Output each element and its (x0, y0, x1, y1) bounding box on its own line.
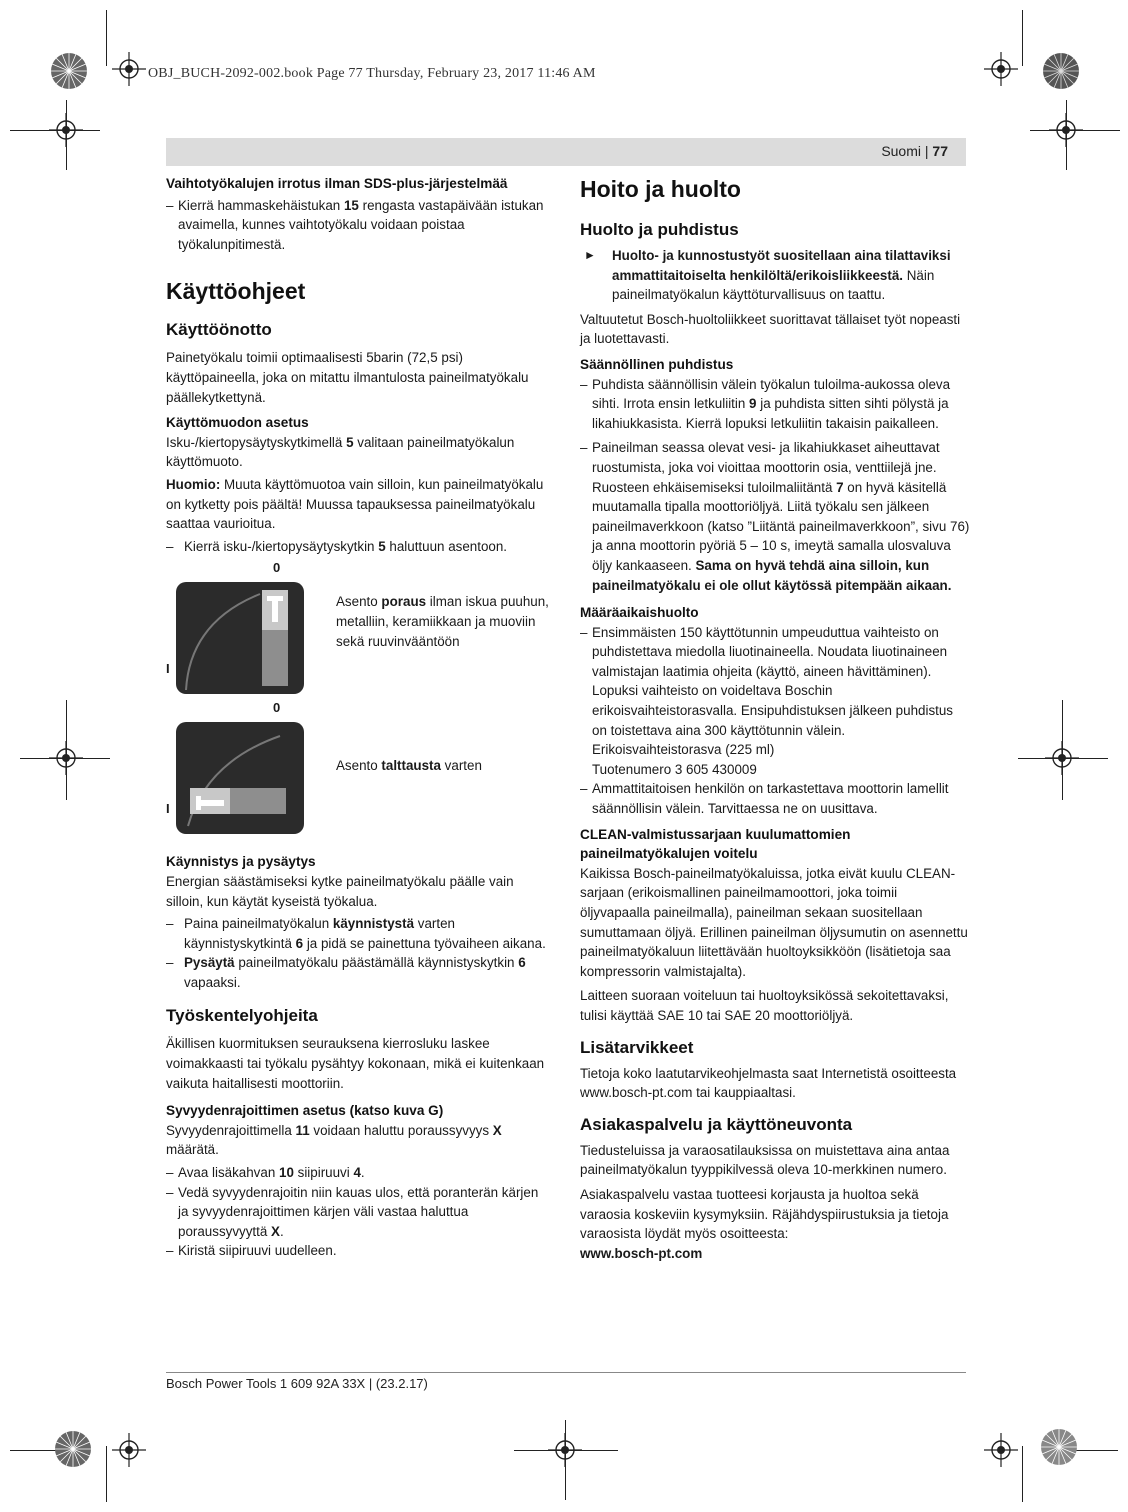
list-item: – Puhdista säännöllisin välein työkalun tuloilma-aukossa oleva sihti. Irrota ensin letkuliitin 9 ja puhdista sitten sihti pölystä ja likahiukkasista. Kierrä lopuksi letkuliitin takaisin paikalleen. (580, 375, 970, 434)
list-item: – Kiristä siipiruuvi uudelleen. (166, 1241, 552, 1261)
paragraph: Energian säästämiseksi kytke paineilmatyökalu päälle vain silloin, kun käytät kyseistä työkalua. (166, 873, 514, 909)
crop-line (1022, 10, 1023, 66)
figure-caption: Asento poraus ilman iskua puuhun, metalliin, keramiikkaan ja muoviin sekä ruuvinvääntöön (336, 594, 549, 649)
list-item: – Kierrä hammaskehäistukan 15 rengasta vastapäivään istukan avaimella, kunnes vaihtotyökalu voidaan poistaa työkalunpitimestä. (166, 196, 552, 255)
paragraph: Valtuutetut Bosch-huoltoliikkeet suorittavat tällaiset työt nopeasti ja luotettavasti. (580, 311, 961, 347)
right-column (580, 174, 970, 1263)
language-label: Suomi (881, 143, 921, 159)
position-label-i: I (166, 661, 170, 677)
list-item: – Paineilman seassa olevat vesi- ja likahiukkaset aiheuttavat ruostumista, joka voi vioittaa moottorin osia, venttiilejä jne. Ruosteen ehkäisemiseksi tuloilmaliitäntä 7 on hyvä käsitellä muutamalla tipalla moottoriöljyä. Liitä työkalu sen jälkeen paineilmaverkkoon (katso ”Liitäntä paineilmaverkkoon”, sivu 76) ja anna moottorin pyöriä 5 – 10 s, imeytä samalla ulosvaluva öljy kankaaseen. Sama on hyvä tehdä aina silloin, kun paineilmatyökalu ei ole ollut käytössä pitempään aikaan. (580, 438, 970, 595)
arrow-bullet-icon: ► (584, 248, 596, 262)
section-heading: Käyttöönotto (166, 320, 272, 340)
registration-star-icon (1042, 52, 1080, 90)
instruction-list (166, 914, 552, 992)
page-number: 77 (932, 143, 948, 159)
paragraph: Tietoja koko laatutarvikeohjelmasta saat Internetistä osoitteesta www.bosch-pt.com tai kauppiaaltasi. (580, 1065, 957, 1101)
paragraph: Kaikissa Bosch-paineilmatyökaluissa, jotka eivät kuulu CLEAN-sarjaan (erikoismallinen paineilmamoottori, joka toimii öljyvapaalla paineilmalla), paineilman sekaan suositellaan sumuttamaan öljyä. Erillinen paineilman öljysumutin on asennettu paineilmatyökaluun liitettävään huoltoyksikköön (lisätietoja saa kompressorin valmistajalta). (580, 865, 968, 979)
subsection-heading: Käynnistys ja pysäytys (166, 854, 316, 870)
section-heading: Huolto ja puhdistus (580, 220, 739, 239)
left-column (166, 174, 552, 1261)
position-label-i: I (166, 801, 170, 817)
crop-line (106, 10, 107, 66)
registration-star-icon (50, 52, 88, 90)
list-item: – Vedä syvyydenrajoitin niin kauas ulos, että poranterän kärjen ja syvyydenrajoittimen kärjen väli vastaa haluttua poraussyvyyttä X. (166, 1183, 552, 1242)
running-header (166, 138, 966, 166)
registration-star-icon (54, 1430, 92, 1468)
instruction-list (166, 537, 552, 557)
header-separator: | (924, 143, 933, 159)
list-item: – Pysäytä paineilmatyökalu päästämällä käynnistyskytkin 6 vapaaksi. (166, 953, 552, 992)
mode-figure-chiselling (166, 700, 552, 844)
crop-line (1022, 1446, 1023, 1502)
list-item: – Ensimmäisten 150 käyttötunnin umpeuduttua vaihteisto on puhdistettava miedolla liuotinaineella. Noudata liuotinaineen valmistajan laatimia ohjeita (käyttö, aineen hävittäminen). Lopuksi vaihteisto on voideltava Boschin erikoisvaihteistorasvalla. Ensipuhdistuksen jälkeen puhdistus on toistettava aina 300 käyttötunnin välein. Erikoisvaihteistorasva (225 ml) Tuotenumero 3 605 430009 (580, 623, 970, 780)
registration-crosshair-icon (984, 1433, 1018, 1467)
section-heading: Työskentelyohjeita (166, 1006, 318, 1026)
section-heading: Lisätarvikkeet (580, 1037, 694, 1057)
position-label-0: 0 (273, 700, 281, 716)
registration-star-icon (1040, 1428, 1078, 1466)
figure-caption: Asento talttausta varten (336, 758, 482, 774)
registration-crosshair-icon (49, 113, 83, 147)
paragraph: Syvyydenrajoittimella 11 voidaan haluttu poraussyvyys X määrätä. (166, 1122, 502, 1158)
registration-crosshair-icon (49, 741, 83, 775)
subsection-heading: Määräaikaishuolto (580, 605, 699, 621)
instruction-list (166, 1163, 552, 1261)
list-item: – Avaa lisäkahvan 10 siipiruuvi 4. (166, 1163, 552, 1183)
registration-crosshair-icon (1049, 113, 1083, 147)
registration-crosshair-icon (984, 52, 1018, 86)
chiselling-mode-switch-illustration (176, 722, 304, 834)
section-heading: Vaihtotyökalujen irrotus ilman SDS-plus-järjestelmää (166, 176, 508, 191)
paragraph: Asiakaspalvelu vastaa tuotteesi korjausta ja huoltoa sekä varaosia koskeviin kysymyksiin. Räjähdyspiirustuksia ja tietoja varaosista löydät myös osoitteesta: (580, 1186, 949, 1242)
subsection-heading: CLEAN-valmistussarjaan kuulumattomien paineilmatyökalujen voitelu (580, 826, 851, 862)
print-slug: OBJ_BUCH-2092-002.book Page 77 Thursday, February 23, 2017 11:46 AM (148, 66, 596, 81)
safety-note: ► Huolto- ja kunnostustyöt suositellaan aina tilattaviksi ammattitaitoiselta henkilöltä/erikoisliikkeestä. Näin paineilmatyökalun käyttöturvallisuus on taattu. (584, 248, 951, 303)
crop-line (106, 1446, 107, 1502)
list-item: – Kierrä isku-/kiertopysäytyskytkin 5 haluttuun asentoon. (166, 537, 552, 557)
subsection-heading: Käyttömuodon asetus (166, 415, 309, 431)
website-url: www.bosch-pt.com (580, 1245, 703, 1261)
mode-figure-drilling (166, 560, 552, 704)
instruction-list (166, 196, 552, 255)
footer-text: Bosch Power Tools 1 609 92A 33X | (23.2.17) (166, 1376, 428, 1391)
instruction-list (580, 623, 970, 819)
paragraph: Laitteen suoraan voiteluun tai huoltoyksikössä sekoitettavaksi, tulisi käyttää SAE 10 tai SAE 20 moottoriöljyä. (580, 988, 949, 1023)
paragraph: Äkillisen kuormituksen seurauksena kierrosluku laskee voimakkaasti tai työkalu pysähtyy kokonaan, mikä ei kuitenkaan vaikuta haitallisesti moottoriin. (166, 1036, 545, 1091)
chapter-heading: Käyttöohjeet (166, 278, 306, 305)
instruction-list (580, 375, 970, 596)
list-item: – Paina paineilmatyökalun käynnistystä varten käynnistyskytkintä 6 ja pidä se painettuna työvaiheen aikana. (166, 914, 552, 953)
page-label (881, 143, 948, 159)
footer-rule (166, 1372, 966, 1373)
position-label-0: 0 (273, 560, 281, 576)
registration-crosshair-icon (112, 1433, 146, 1467)
paragraph: Tiedusteluissa ja varaosatilauksissa on muistettava aina antaa paineilmatyökalun tyyppikilvessä oleva 10-merkkinen numero. (580, 1142, 950, 1178)
chapter-heading: Hoito ja huolto (580, 176, 741, 202)
note-paragraph: Huomio: Muuta käyttömuotoa vain silloin, kun paineilmatyökalu on kytketty pois päältä! Muussa tapauksessa paineilmatyökalu saattaa vaurioitua. (166, 476, 544, 532)
section-heading: Asiakaspalvelu ja käyttöneuvonta (580, 1114, 853, 1134)
paragraph: Isku-/kiertopysäytyskytkimellä 5 valitaan paineilmatyökalun käyttömuoto. (166, 434, 515, 470)
list-item: – Ammattitaitoisen henkilön on tarkastettava moottorin lamellit säännöllisin välein. Tarvittaessa ne on uusittava. (580, 779, 970, 818)
paragraph: Painetyökalu toimii optimaalisesti 5barin (72,5 psi) käyttöpaineella, joka on mitattu ilmantulosta paineilmatyökalu päällekytkettynä. (166, 350, 529, 405)
registration-crosshair-icon (112, 52, 146, 86)
subsection-heading: Syvyydenrajoittimen asetus (katso kuva G) (166, 1103, 444, 1119)
registration-crosshair-icon (548, 1433, 582, 1467)
drilling-mode-switch-illustration (176, 582, 304, 694)
registration-crosshair-icon (1045, 741, 1079, 775)
subsection-heading: Säännöllinen puhdistus (580, 356, 734, 372)
